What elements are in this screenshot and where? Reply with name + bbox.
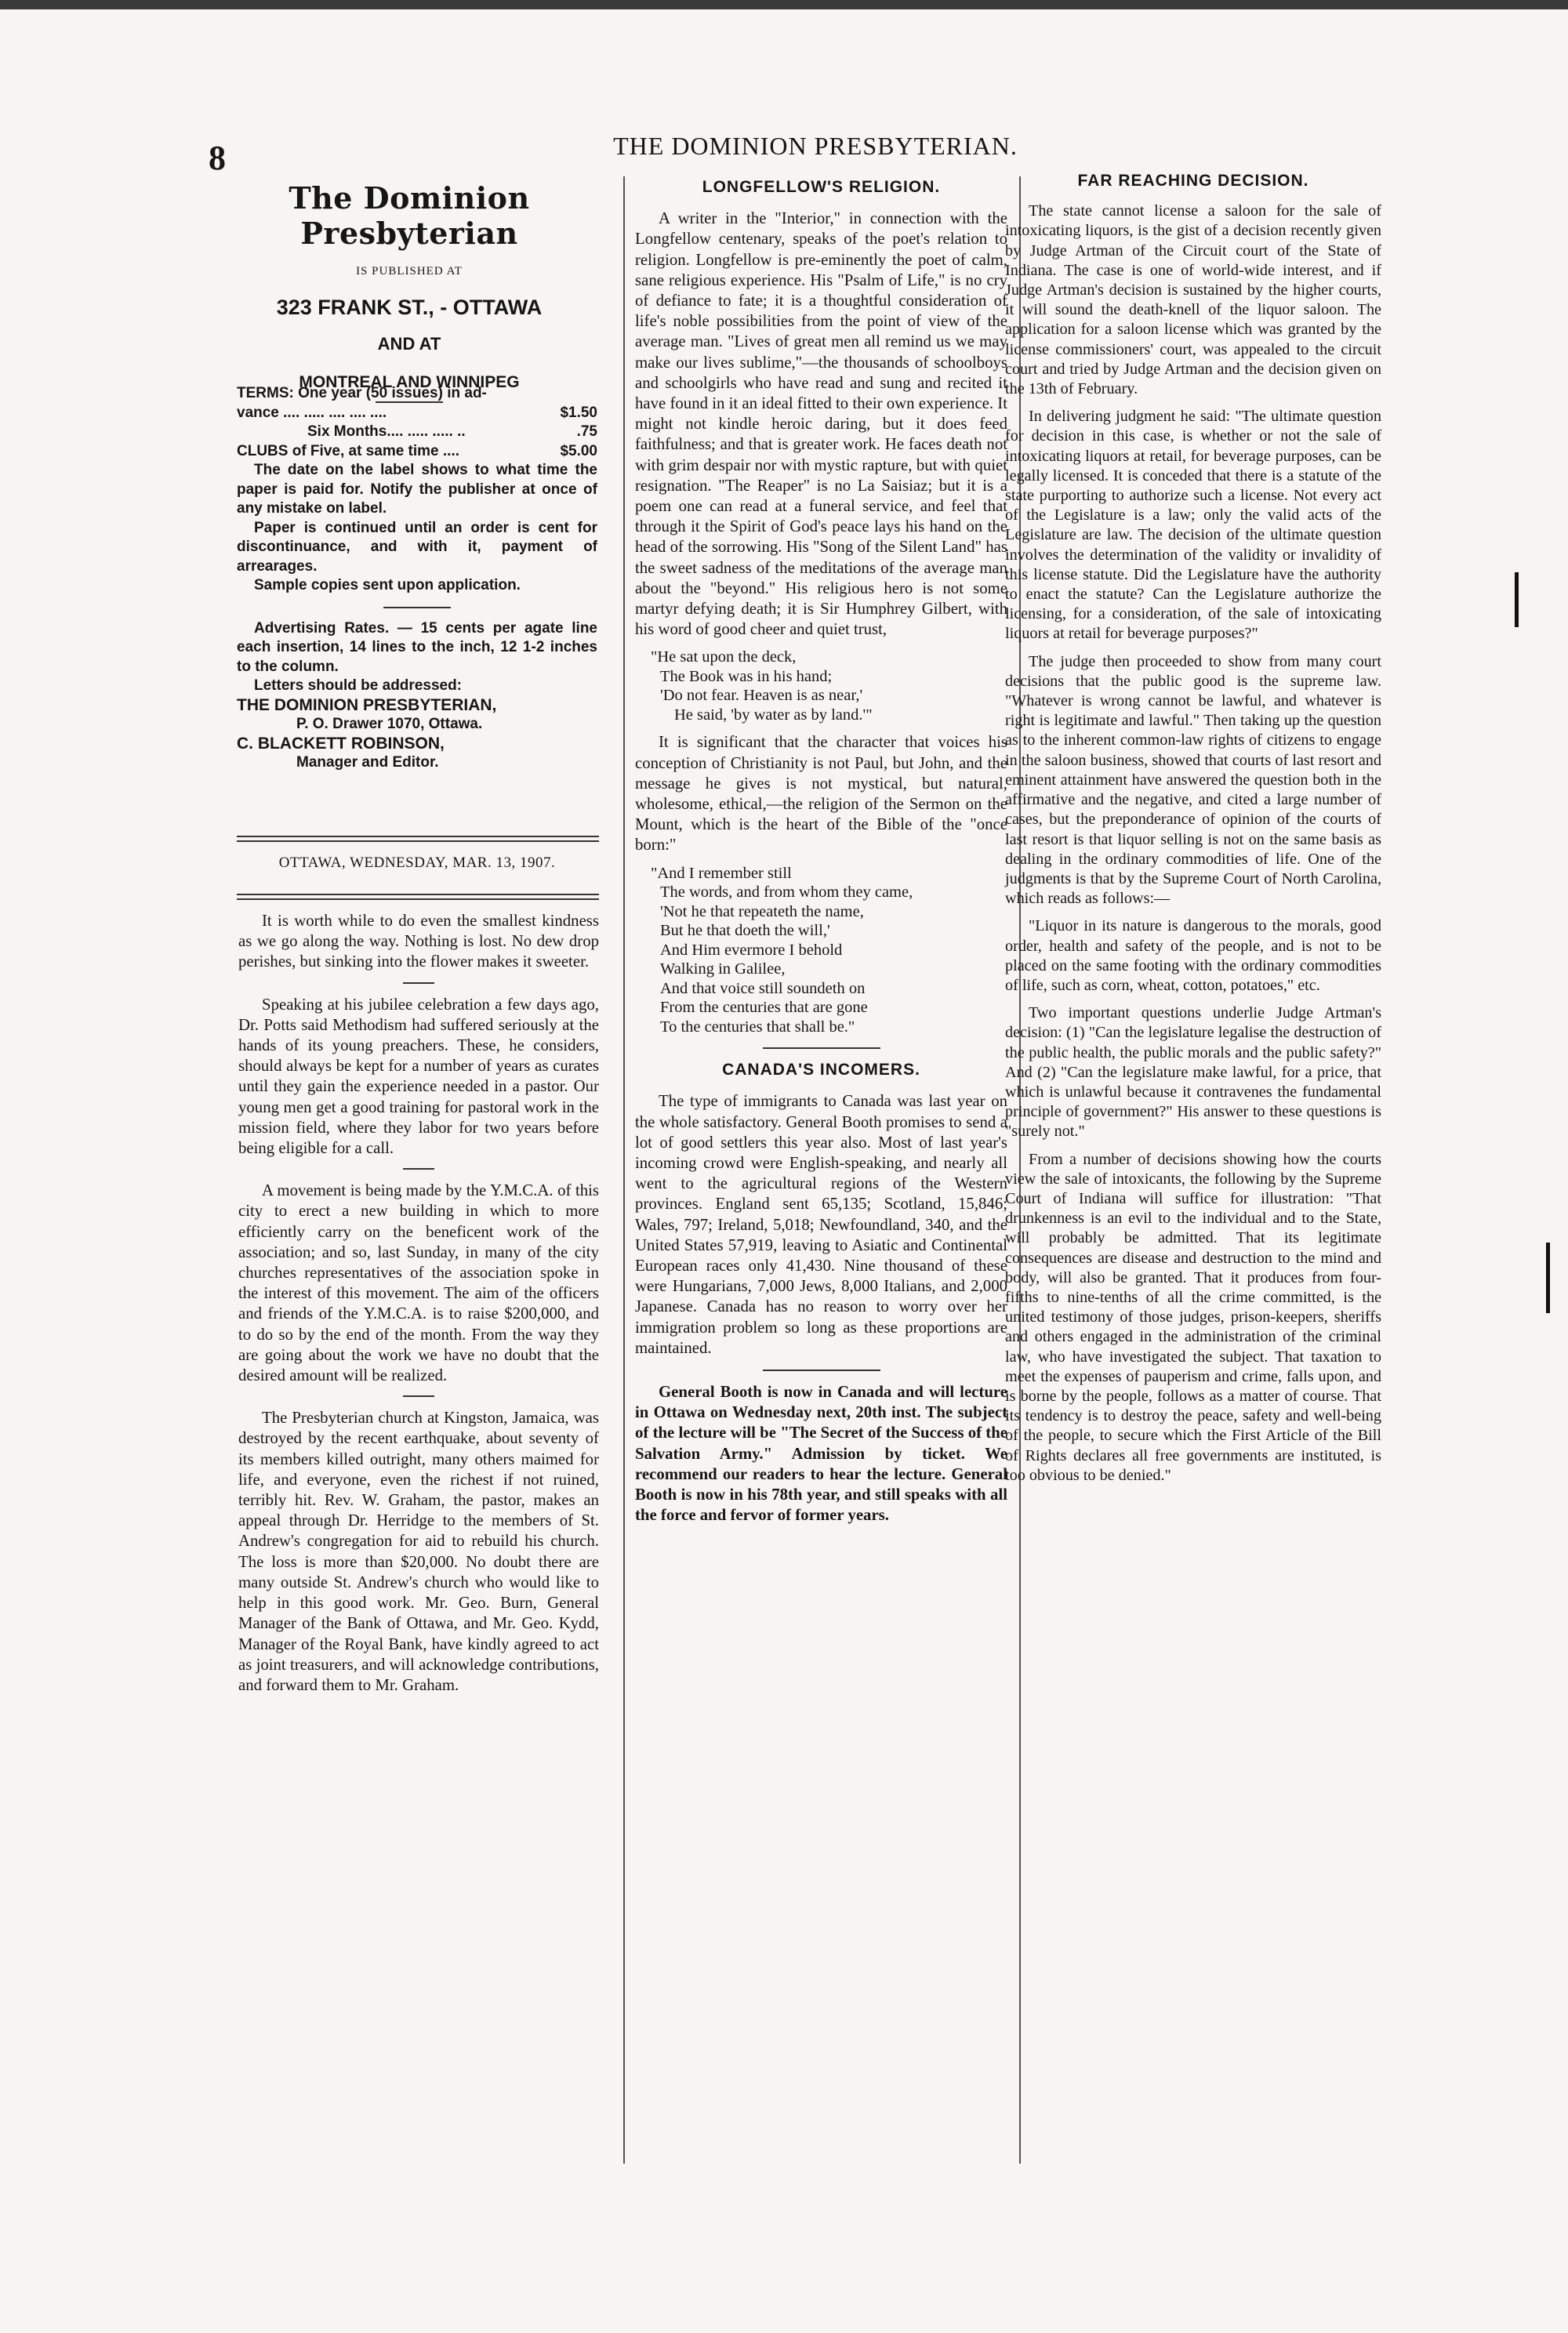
poem-line: From the centuries that are gone [660, 999, 868, 1017]
dateline-rule-bottom [237, 894, 599, 900]
longfellow-poem-2 [635, 864, 1007, 1037]
decision-para-6: From a number of decisions showing how the courts view the sale of intoxicants, the following by the Supreme Court of Indiana will suffice for illustration: "That drunkenness is an evil to the individual and to the State, will probably be admitted. That its legitimate consequences are disease and destruction to the mind and body, will also be granted. That it produces from four-fifths to nine-tenths of all the crime committed, is the united testimony of those judges, prison-keepers, sheriffs and others engaged in the administration of the criminal law, who have investigated the subject. That taxation to meet the expenses of pauperism and crime, falls upon, and is borne by the people, follows as a matter of course. That its tendency is to destroy the peace, safety and well-being of the people, to secure which the First Article of the Bill of Rights declares all free governments are instituted, is too obvious to be denied." [1005, 1150, 1381, 1484]
po-drawer: P. O. Drawer 1070, Ottawa. [296, 716, 483, 732]
separator-rule [403, 982, 434, 984]
separator-rule [403, 1168, 434, 1170]
poem-line: And Him evermore I behold [660, 941, 843, 959]
annual-price: $1.50 [560, 404, 597, 421]
poem-line: But he that doeth the will,' [660, 922, 830, 940]
section-rule [763, 1370, 880, 1371]
manager-title: Manager and Editor. [296, 754, 439, 771]
decision-para-1: The state cannot license a saloon for the sale of intoxicating liquors, is the gist of a decision recently given by Judge Artman of the Circuit court of the State of Indiana. The case is one of world-wide interest, and if Judge Artman's decision is sustained by the higher courts, it will sound the death-knell of the liquor saloon. The application for a saloon license which was granted by the license commissioners' court, was appealed to the circuit court and tried by Judge Artman and the decision given on the 13th of February. [1005, 202, 1381, 398]
poem-line: "He sat upon the deck, [651, 648, 797, 666]
publication-title: The Dominion Presbyterian [289, 180, 530, 251]
manager-name: C. BLACKETT ROBINSON, [237, 734, 445, 753]
note-kindness: It is worth while to do even the smallest kindness as we go along the way. Nothing is lost. No dew drop perishes, but sinking into the flower makes it sweeter. [238, 912, 599, 971]
poem-line: 'Not he that repeateth the name, [660, 902, 864, 920]
letters-addressed: Letters should be addressed: [254, 677, 463, 694]
published-at: IS PUBLISHED AT [356, 265, 463, 278]
poem-line: "And I remember still [651, 864, 792, 882]
scan-top-edge [0, 0, 1568, 9]
column-3 [1005, 171, 1381, 1486]
section-rule [763, 1047, 880, 1049]
poem-line: The words, and from whom they came, [660, 883, 913, 902]
longfellow-heading: LONGFELLOW'S RELIGION. [702, 178, 941, 196]
publisher-address: 323 FRANK ST., - OTTAWA [276, 296, 543, 319]
margin-mark [1546, 1243, 1550, 1313]
poem-line: 'Do not fear. Heaven is as near,' [660, 687, 863, 705]
continued-note: Paper is continued until an order is cent for discontinuance, and with it, payment of arrearages. [237, 519, 597, 575]
canada-incomers-para: The type of immigrants to Canada was last year on the whole satisfactory. General Booth promises to send a lot of good settlers this year also. Most of last year's incoming crowd were English-speaking, and nearly all went to the agricultural regions of the Western provinces. England sent 65,135; Scotland, 15,846; Wales, 797; Ireland, 5,018; Newfoundland, 340, and the United States 57,919, leaving to Asiatic and Continental European races only 41,430. Nine thousand of these were Hungarians, 7,000 Jews, 8,000 Italians, and 2,000 Japanese. Canada has no reason to worry over her immigration problem so long as these proportions are maintained. [635, 1092, 1007, 1357]
column-2 [635, 177, 1007, 1533]
sample-note: Sample copies sent upon application. [254, 577, 521, 593]
column-divider-1 [623, 176, 625, 2164]
separator-rule [403, 1395, 434, 1397]
dateline-rule-top [237, 836, 599, 842]
separator-rule [383, 607, 451, 608]
clubs-price: $5.00 [560, 442, 597, 459]
poem-line: The Book was in his hand; [660, 667, 833, 685]
longfellow-para-2: It is significant that the character that voices his conception of Christianity is not Paul, but John, and the message he gives is not mystical, but natural, wholesome, ethical,—the religion of the Sermon on the Mount, which is the heart of the Bible of the "once born:" [635, 733, 1007, 854]
six-months-price: .75 [576, 423, 597, 440]
dateline: OTTAWA, WEDNESDAY, MAR. 13, 1907. [278, 854, 556, 871]
general-booth-notice: General Booth is now in Canada and will lecture in Ottawa on Wednesday next, 20th inst. The subject of the lecture will be "The Secret of the Success of the Salvation Army." Admission by ticket. We recommend our readers to hear the lecture. General Booth is now in his 78th year, and still speaks with all the force and fervor of former years. [635, 1383, 1007, 1525]
column-1-notes [238, 911, 599, 1703]
terms-six-months: Six Months.... ..... ..... .. .75 [237, 423, 597, 442]
and-at: AND AT [377, 334, 441, 354]
terms-line: TERMS: One year (50 issues) in ad- [237, 385, 487, 401]
poem-line: He said, 'by water as by land.'" [674, 706, 873, 724]
other-cities: MONTREAL AND WINNIPEG [299, 373, 520, 391]
addressee: THE DOMINION PRESBYTERIAN, [237, 695, 497, 714]
canada-incomers-heading: CANADA'S INCOMERS. [722, 1061, 920, 1079]
margin-mark [1515, 572, 1519, 627]
note-methodism: Speaking at his jubilee celebration a few days ago, Dr. Potts said Methodism had suffered seriously at the hands of its young preachers. These, he considers, should always be kept for a number of years as curates until they gain the experience needed in a pastor. Our young men get a good training for pastoral work in the mission field, where they labor for two years before being eligible for a call. [238, 995, 599, 1158]
publisher-info [221, 180, 597, 414]
terms-clubs: CLUBS of Five, at same time .... $5.00 [237, 442, 597, 462]
subscription-terms [237, 384, 597, 773]
poem-line: And that voice still soundeth on [660, 979, 866, 997]
decision-para-3: The judge then proceeded to show from many court decisions that the public good is the supreme law. "Whatever is wrong cannot be lawful, and whatever is right is legitimate and lawful." Then taking up the question as to the inherent common-law rights of citizens to engage in the saloon business, showed that courts of last resort and eminent attainment have answered the question both in the affirmative and the negative, and cited a large number of cases, but the preponderance of opinion of the courts of last resort is that liquor selling is not on the same basis as dealing in the ordinary commodities of life. One of the judgments is that by the Supreme Court of North Carolina, which reads as follows:— [1005, 652, 1381, 908]
poem-line: To the centuries that shall be." [660, 1018, 855, 1036]
decision-para-5: Two important questions underlie Judge Artman's decision: (1) "Can the legislature legalise the destruction of the public health, the public morals and the public safety?" And (2) "Can the legislature make lawful, for a price, that which is unlawful because it contravenes the fundamental principle of government?" His answer to these questions is "surely not." [1005, 1004, 1381, 1141]
advertising-rates: Advertising Rates. — 15 cents per agate line each insertion, 14 lines to the inch, 12 1-2 inches to the column. [237, 619, 597, 675]
running-masthead: THE DOMINION PRESBYTERIAN. [613, 132, 1018, 160]
decision-para-2: In delivering judgment he said: "The ultimate question for decision in this case, is whether or not the sale of intoxicating liquors at retail, for beverage purposes, can be legally licensed. It is conceded that there is a statute of the state purporting to authorize such a license. Not every act of the Legislature is a law; only the valid acts of the Legislature are law. The decision of the ultimate question involves the determination of the validity or invalidity of this license statute. Did the Legislature have the authority to enact the statute? Can the Legislature authorize the licensing, for a consideration, of the sale of intoxicating liquors at retail for beverage purposes?" [1005, 408, 1381, 643]
longfellow-para-1: A writer in the "Interior," in connection with the Longfellow centenary, speaks of the poet's relation to religion. Longfellow is pre-eminently the poet of calm, sane religious experience. His "Psalm of Life," is no cry of defiance to fate; it is a thoughtful consideration of life's noble possibilities from the point of view of the average man. "Lives of great men all remind us we may make our lives sublime,"—the thousands of schoolboys and schoolgirls who have read and sung and recited it have found in it an ideal fitted to their own experience. It might not kindle heroic daring, but it does feed faithfulness; and that is greater work. He faces death not with grim despair nor with mystic rapture, but with quiet resignation. "The Reaper" is no La Saisiaz; but it is a poem one can read at a funeral service, and feel that through it the Spirit of God's peace lays his hand on the head of the sorrowing. His "Song of the Silent Land" has the sweet sadness of the meditations of the average man about the "beyond." His religious hero is not some martyr defying death; it is Sir Humphrey Gilbert, with his word of good cheer and quiet trust, [635, 209, 1007, 639]
longfellow-poem-1 [635, 648, 1007, 724]
poem-line: Walking in Galilee, [660, 960, 786, 978]
decision-para-4: "Liquor in its nature is dangerous to the morals, good order, health and safety of the people, and is not to be placed on the same footing with the ordinary commodities of life, such as corn, wheat, cotton, potatoes," etc. [1005, 917, 1381, 994]
note-kingston-church: The Presbyterian church at Kingston, Jamaica, was destroyed by the recent earthquake, about seventy of its members killed outright, many others maimed for life, and everyone, even the richest if not ruined, terribly hit. Rev. W. Graham, the pastor, makes an appeal through Dr. Herridge to the members of St. Andrew's congregation for aid to rebuild his church. The loss is more than $20,000. No doubt there are many outside St. Andrew's church who would like to help in this good work. Mr. Geo. Burn, General Manager of the Bank of Ottawa, and Mr. Geo. Kydd, Manager of the Royal Bank, have kindly agreed to act as joint treasurers, and will acknowledge contributions, and forward them to Mr. Graham. [238, 1409, 599, 1694]
decision-heading: FAR REACHING DECISION. [1077, 172, 1309, 190]
terms-annual: vance .... ..... .... .... .... $1.50 [237, 404, 597, 423]
page-number: 8 [209, 139, 226, 177]
note-ymca: A movement is being made by the Y.M.C.A. of this city to erect a new building in which to more efficiently carry on the beneficent work of the association; and so, last Sunday, in many of the city churches representatives of the association spoke in the interest of this movement. The aim of the officers and friends of the Y.M.C.A. is to raise $200,000, and to do so by the end of the month. From the way they are going about the work we have no doubt that the desired amount will be realized. [238, 1181, 599, 1385]
label-note: The date on the label shows to what time the paper is paid for. Notify the publisher at once of any mistake on label. [237, 462, 597, 517]
